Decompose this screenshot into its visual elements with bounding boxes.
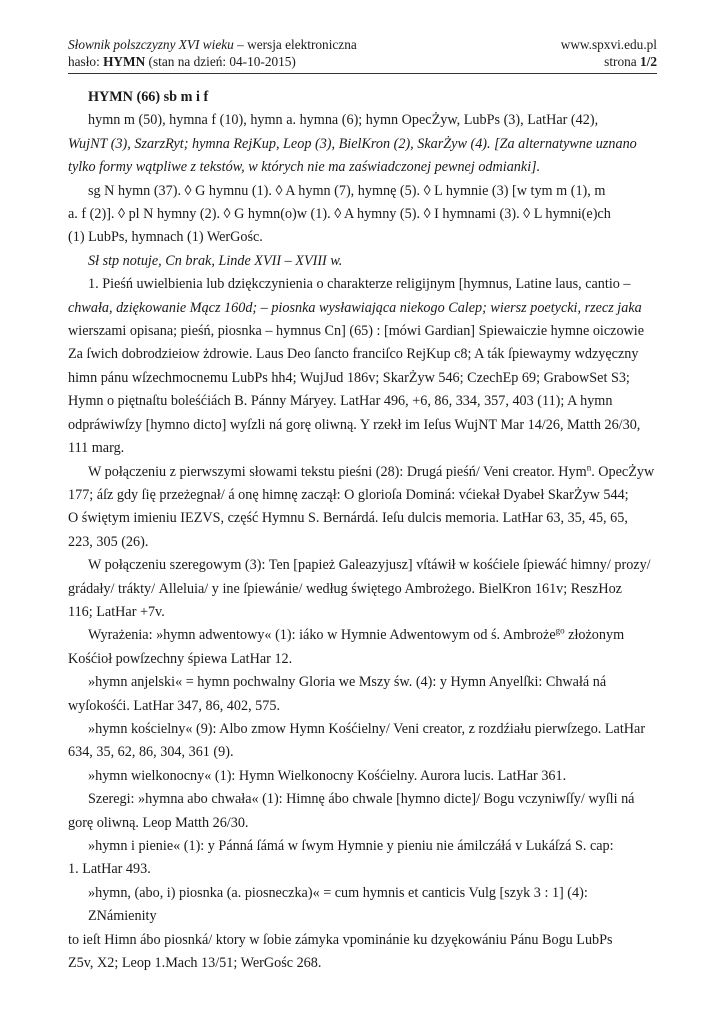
entry-line: Sł stp notuje, Cn brak, Linde XVII – XVIII w. — [88, 252, 343, 269]
entry-line: 111 marg. — [68, 440, 125, 457]
entry-line: sg N hymn (37). ◊ G hymnu (1). ◊ A hymn (7), hymnę (5). ◊ L hymnie (3) [w tym m (1), m — [88, 182, 606, 199]
entry-line: chwała, dziękowanie Mącz 160d; – piosnka wysławiająca niekogo Calep; wiersz poetycki, rzecz jaka — [68, 299, 642, 316]
entry-line: gorę oliwną. Leop Matth 26/30. — [68, 814, 249, 831]
entry-body — [68, 86, 657, 975]
entry-line: tylko formy wątpliwe z tekstów, w których nie ma zaświadczonej pewnej odmianki]. — [68, 159, 541, 176]
entry-line: himn pánu wſzechmocnemu LubPs hh4; WujJud 186v; SkarŻyw 546; CzechEp 69; GrabowSet S3; — [68, 369, 630, 386]
entry-label: hasło: HYMN (stan na dzień: 04-10-2015) — [68, 54, 296, 69]
entry-line: »hymn i pienie« (1): y Pánná ſámá w ſwym Hymnie y pieniu nie ámilczáłá v Lukáſzá S. cap: — [88, 838, 614, 854]
entry-line: Hymn o piętnaſtu boleśćiách B. Pánny Máryey. LatHar 496, +6, 86, 334, 357, 403 (11); A hymn — [68, 393, 613, 410]
header-row-2 — [68, 53, 657, 70]
entry-line: Kośćioł powſzechny śpiewa LatHar 12. — [68, 650, 293, 667]
entry-line: wyſokośći. LatHar 347, 86, 402, 575. — [68, 697, 280, 714]
entry-line: WujNT (3), SzarzRyt; hymna RejKup, Leop (3), BielKron (2), SkarŻyw (4). [Za alternatywne uznano — [68, 135, 637, 152]
entry-line: a. f (2)]. ◊ pl N hymny (2). ◊ G hymn(o)w (1). ◊ A hymny (5). ◊ I hymnami (3). ◊ L hymni(e)ch — [68, 206, 611, 223]
entry-line: Za ſwich dobrodzieiow żdrowie. Laus Deo ſancto franciſco RejKup c8; A ták ſpiewaymy wdzyęczny — [68, 346, 639, 363]
entry-line: 1. Pieśń uwielbienia lub dziękczynienia o charakterze religijnym [hymnus, Latine laus, cantio – — [88, 276, 631, 293]
page-number: strona 1/2 — [604, 54, 657, 69]
entry-line: »hymn anjelski« = hymn pochwalny Gloria we Mszy św. (4): y Hymn Anyelſki: Chwałá ná — [88, 674, 607, 691]
entry-line: grádały/ tráktу/ Alleluia/ y ine ſpiewánie/ według świętego Ambrożego. BielKron 161v; ReszHoz — [68, 580, 622, 597]
entry-line: HYMN (66) sb m i f — [88, 89, 209, 105]
entry-line: 223, 305 (26). — [68, 533, 149, 550]
entry-line: hymn m (50), hymna f (10), hymn a. hymna (6); hymn OpecŻyw, LubPs (3), LatHar (42), — [88, 112, 599, 129]
entry-line: »hymn wielkonocny« (1): Hymn Wielkonocny Kośćielny. Aurora lucis. LatHar 361. — [88, 767, 567, 784]
entry-line: 1. LatHar 493. — [68, 861, 151, 878]
entry-line: (1) LubPs, hymnach (1) WerGośc. — [68, 229, 263, 246]
entry-line: to ieſt Himn ábo piosnká/ ktory w ſobie zámyka vpominánie ku dzyękowániu Pánu Bogu LubPs — [68, 931, 613, 948]
entry-line: Szeregi: »hymna abo chwała« (1): Himnę ábo chwale [hymno dicte]/ Bogu vczyniwſſy/ wyſli ná — [88, 791, 635, 808]
entry-line: odpráwiwſzy [hymno dicto] wyſzli ná gorę oliwną. Y rzekł im Ieſus WujNT Mar 14/26, Matth 26/30, — [68, 416, 641, 433]
header-rule — [68, 73, 657, 74]
entry-line: W połączeniu z pierwszymi słowami tekstu pieśni (28): Drugá pieśń/ Veni creator. Hym$^n$. OpecŻyw — [88, 461, 655, 480]
dictionary-title: Słownik polszczyzny XVI wieku – wersja elektroniczna — [68, 37, 357, 52]
entry-line: W połączeniu szeregowym (3): Ten [papież Galeazyjusz] vſtáwił w kośćiele ſpiewáć himny/ prozy/ — [88, 557, 651, 574]
entry-line: wierszami opisana; pieśń, piosnka – hymnus Cn] (65) : [mówi Gardian] Spiewaiczie hymne oiczowie — [68, 323, 645, 340]
entry-line: 634, 35, 62, 86, 304, 361 (9). — [68, 744, 234, 761]
entry-line: Z5v, X2; Leop 1.Mach 13/51; WerGośc 268. — [68, 955, 322, 972]
entry-line: »hymn kościelny« (9): Albo zmow Hymn Kośćielny/ Veni creator, z rozdźiału pierwſzego. LatHar — [88, 720, 646, 737]
entry-line: O świętym imieniu IEZVS, część Hymnu S. Bernárdá. Ieſu dulcis memoria. LatHar 63, 35, 45, 65, — [68, 510, 628, 527]
entry-line: »hymn, (abo, i) piosnka (a. piosneczka)« = cum hymnis et canticis Vulg [szyk 3 : 1] (4): ZNámienity — [88, 884, 588, 925]
entry-line: Wyrażenia: »hymn adwentowy« (1): iáko w Hymnie Adwentowym od ś. Ambroże$^{go}$ złożonym — [88, 625, 625, 644]
entry-line: 116; LatHar +7v. — [68, 603, 165, 620]
header-row-1 — [68, 36, 657, 53]
entry-line: 177; áſz gdy ſię przeżegnał/ á onę himnę zaczął: O glorioſa Dominá: vćiekał Dyabeł SkarŻyw 544; — [68, 486, 629, 503]
site-url[interactable]: www.spxvi.edu.pl — [560, 37, 657, 52]
